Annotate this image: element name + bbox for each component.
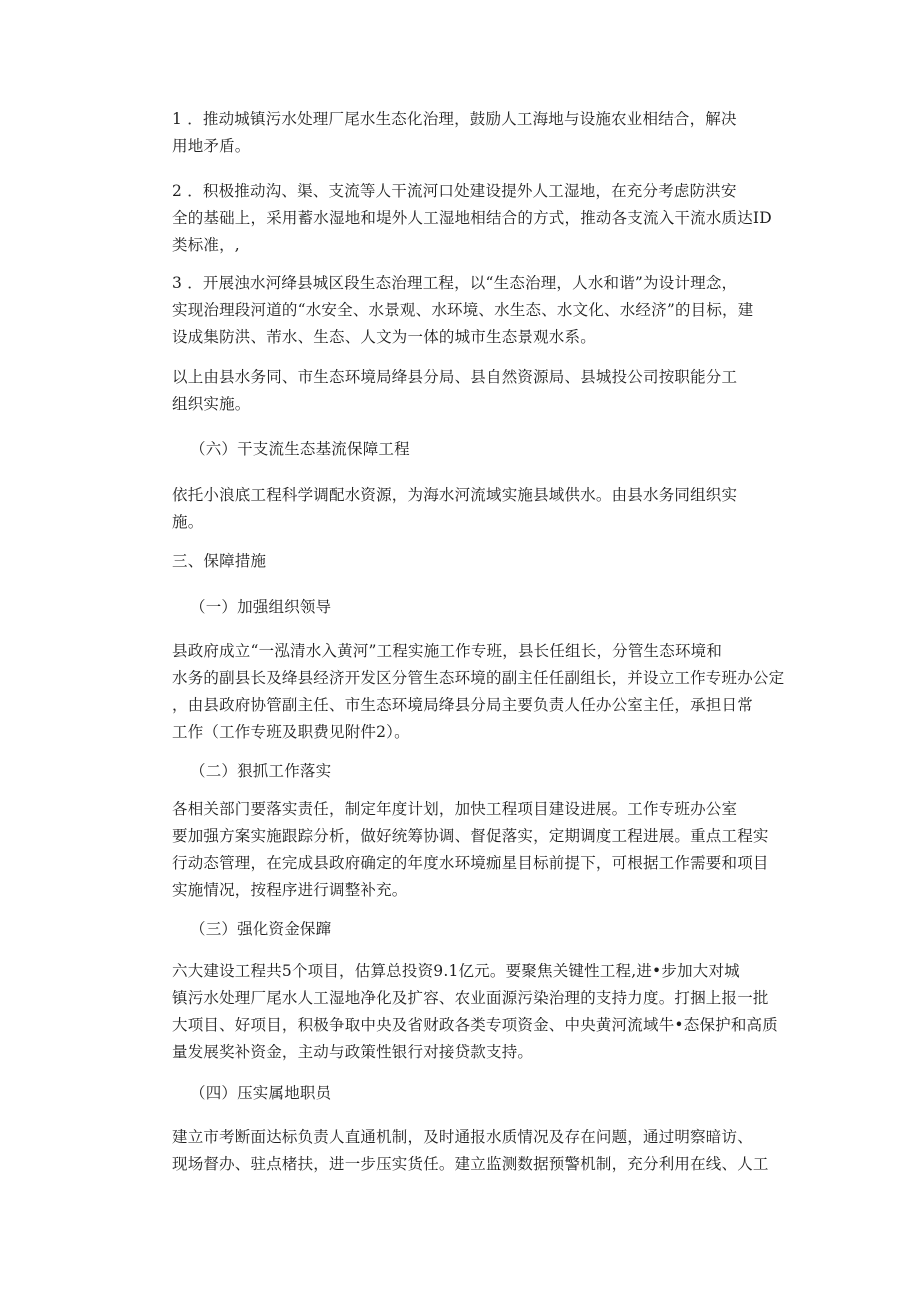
- text-line: ，由县政府协管副主任、市生态环境局绛县分局主要负责人任办公室主任，承担日常: [172, 696, 753, 714]
- paragraph-water-supply: [172, 482, 782, 536]
- text-line: 大项目、好项目，积极争取中央及省财政各类专项资金、中央黄河流域牛•态保护和高质: [172, 1016, 778, 1034]
- heading-text: （四）压实属地职员: [190, 1084, 332, 1102]
- subheading-3: [190, 916, 780, 943]
- text-line: 水务的副县长及绛县经济开发区分管生态环境的副主任任副组长，并设立工作专班办公定: [172, 669, 785, 687]
- text-line: 设成集防洪、芾水、生态、人文为一体的城市生态景观水系。: [172, 328, 596, 346]
- text-line: 实施情况，按程序进行调整补充。: [172, 881, 408, 899]
- text-line: 组织实施。: [172, 395, 251, 413]
- paragraph-organization: [172, 638, 785, 746]
- heading-text: （一）加强组织领导: [190, 598, 332, 616]
- paragraph-item-2: [172, 178, 782, 259]
- text-line: 六大建设工程共5个项目，估算总投资9.1亿元。要聚焦关键性工程,进•步加大对城: [172, 962, 740, 980]
- paragraph-responsibility: [172, 1124, 782, 1178]
- text-line: 施。: [172, 513, 204, 531]
- heading-text: 三、保障措施: [172, 552, 267, 570]
- text-line: 以上由县水务同、市生态环境局绛县分局、县自然资源局、县城投公司按职能分工: [172, 368, 738, 386]
- text-line: 类标准，,: [172, 236, 240, 254]
- text-line: 工作（工作专班及职费见附件2）。: [172, 723, 410, 741]
- subheading-4: [190, 1080, 780, 1107]
- text-line: 3 ．开展浊水河绛县城区段生态治理工程，以“生态治理，人水和谐”为设计理念，: [172, 274, 738, 292]
- text-line: 建立市考断面达标负责人直通机制，及时通报水质情况及存在问题，通过明察暗访、: [172, 1128, 753, 1146]
- paragraph-implementation-note: [172, 364, 782, 418]
- text-line: 县政府成立“一泓清水入黄河”工程实施工作专班，县长任组长，分管生态环境和: [172, 642, 723, 660]
- paragraph-item-1: [172, 106, 782, 160]
- text-line: 各相关部门要落实责任，制定年度计划，加快工程项目建设进展。工作专班办公室: [172, 800, 738, 818]
- paragraph-funding: [172, 958, 782, 1066]
- heading-text: （二）狠抓工作落实: [190, 762, 332, 780]
- text-line: 全的基础上，采用蓄水湿地和堤外人工湿地相结合的方式，推动各支流入干流水质达ID: [172, 209, 772, 227]
- text-line: 1 ．推动城镇污水处理厂尾水生态化治理，鼓励人工海地与设施农业相结合，解决: [172, 110, 737, 128]
- subheading-6: [190, 436, 780, 463]
- text-line: 实现治理段河道的“水安全、水景观、水环境、水生态、水文化、水经济”的目标，建: [172, 301, 754, 319]
- text-line: 镇污水处理厂尾水人工湿地净化及扩容、农业面源污染治理的支持力度。打捆上报一批: [172, 989, 769, 1007]
- text-line: 要加强方案实施跟踪分析，做好统筹协调、督促落实，定期调度工程进展。重点工程实: [172, 827, 769, 845]
- text-line: 现场督办、驻点楮扶，进一步压实货任。建立监测数据预警机制，充分利用在线、人工: [172, 1155, 769, 1173]
- text-line: 依托小浪底工程科学调配水资源，为海水河流域实施县域供水。由县水务同组织实: [172, 486, 738, 504]
- subheading-1: [190, 594, 780, 621]
- text-line: 量发展奖补资金，主动与政策性银行对接贷款支持。: [172, 1043, 534, 1061]
- paragraph-item-3: [172, 270, 782, 351]
- section-heading-3: [172, 548, 782, 575]
- text-line: 行动态管理，在完成县政府确定的年度水环境痂星目标前提下，可根据工作需要和项目: [172, 854, 769, 872]
- heading-text: （三）强化资金保蹿: [190, 920, 332, 938]
- text-line: 用地矛盾。: [172, 137, 251, 155]
- subheading-2: [190, 758, 780, 785]
- paragraph-implementation: [172, 796, 782, 904]
- text-line: 2 ．积极推动沟、渠、支流等人干流河口处建设提外人工湿地，在充分考虑防洪安: [172, 182, 737, 200]
- heading-text: （六）干支流生态基流保障工程: [190, 440, 410, 458]
